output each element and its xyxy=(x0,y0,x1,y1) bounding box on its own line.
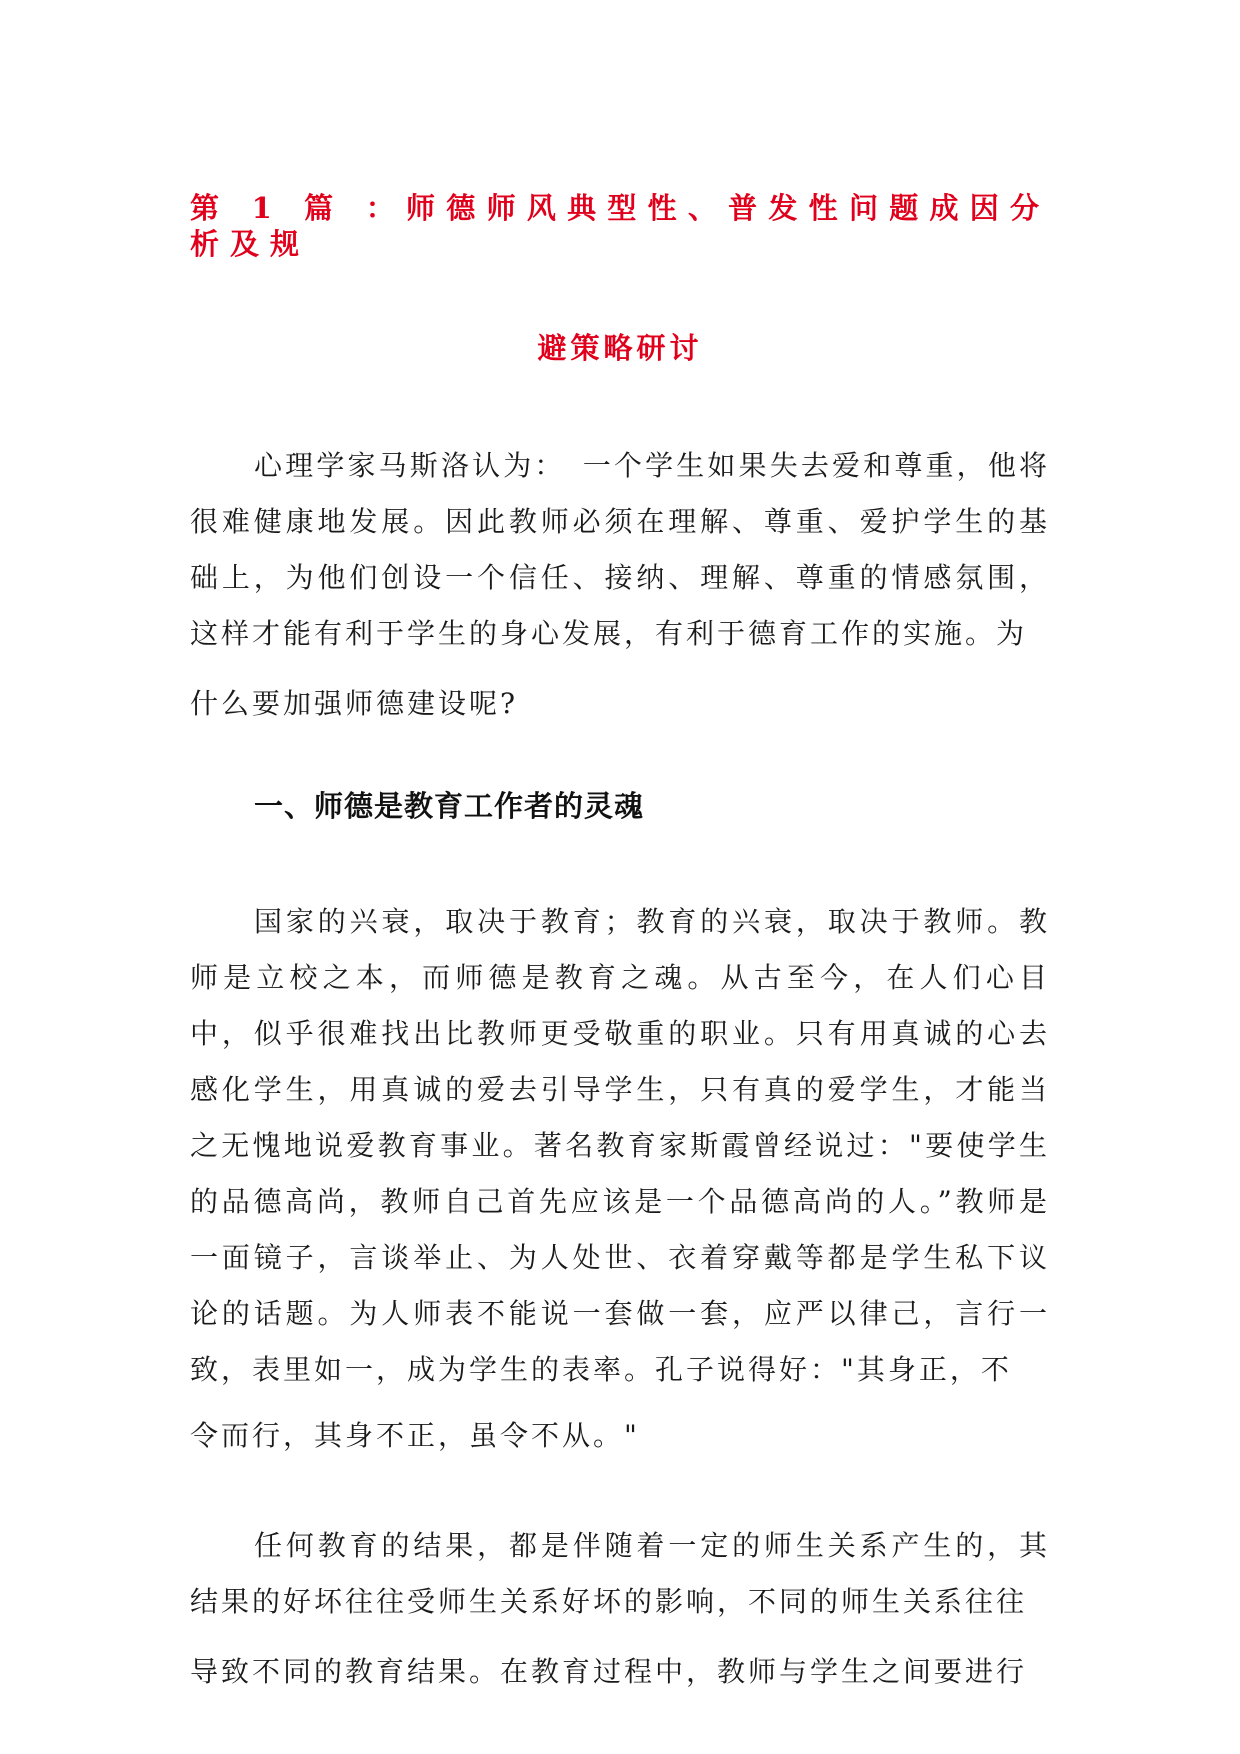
document-subtitle: 避策略研讨 xyxy=(537,331,703,365)
paragraph-teacher-student-relation: 任何教育的结果，都是伴随着一定的师生关系产生的，其结果的好坏往往受师生关系好坏的影响，不同的师生关系往往 xyxy=(190,1529,1050,1618)
paragraph-teacher-student-relation-continuation: 导致不同的教育结果。在教育过程中，教师与学生之间要进行 xyxy=(190,1655,1028,1688)
paragraph-intro: 心理学家马斯洛认为： 一个学生如果失去爱和尊重，他将很难健康地发展。因此教师必须在理解、尊重、爱护学生的基础上，为他们创设一个信任、接纳、理解、尊重的情感氛围，这样才能有利于学生的身心发展，有利于德育工作的实施。为 xyxy=(190,449,1050,650)
paragraph-teacher-ethics-continuation: 令而行，其身不正，虽令不从。" xyxy=(190,1419,640,1452)
paragraph-intro-continuation: 什么要加强师德建设呢? xyxy=(190,687,519,720)
document-title: 第 1 篇 ：师德师风典型性、普发性问题成因分析及规 xyxy=(190,191,1050,261)
section-heading: 一、师德是教育工作者的灵魂 xyxy=(254,789,645,823)
paragraph-teacher-ethics: 国家的兴衰，取决于教育；教育的兴衰，取决于教师。教师是立校之本，而师德是教育之魂。从古至今，在人们心目中，似乎很难找出比教师更受敬重的职业。只有用真诚的心去感化学生，用真诚的爱去引导学生，只有真的爱学生，才能当之无愧地说爱教育事业。著名教育家斯霞曾经说过："要使学生的品德高尚，教师自己首先应该是一个品德高尚的人。”教师是一面镜子，言谈举止、为人处世、衣着穿戴等都是学生私下议论的话题。为人师表不能说一套做一套，应严以律己，言行一致，表里如一，成为学生的表率。孔子说得好："其身正，不 xyxy=(190,905,1050,1386)
